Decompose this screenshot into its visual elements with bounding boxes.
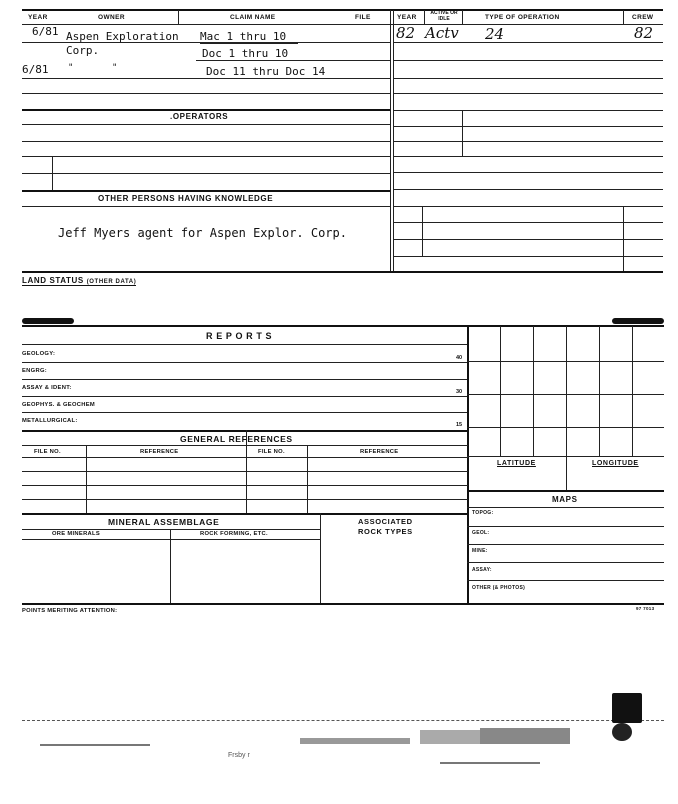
row2-owner: Corp.: [66, 44, 100, 57]
ore-minerals-label: ORE MINERALS: [52, 531, 101, 537]
land-status-title: LAND STATUS: [22, 276, 84, 285]
form-number: 97 7013: [636, 606, 655, 611]
hand-crew: 82: [634, 24, 654, 42]
points-meriting-title: POINTS MERITING ATTENTION:: [22, 608, 118, 614]
longitude-label: LONGITUDE: [592, 460, 639, 467]
row3-owner2: ": [112, 63, 118, 73]
maps-title: MAPS: [552, 495, 578, 504]
report-assay-num: 30: [456, 389, 463, 395]
reports-title: R E P O R T S: [206, 331, 273, 341]
mineral-assemblage-title: MINERAL ASSEMBLAGE: [108, 517, 220, 527]
report-assay: ASSAY & IDENT:: [22, 385, 72, 391]
maps-assay: ASSAY:: [472, 567, 492, 573]
latitude-label: LATITUDE: [497, 460, 536, 467]
maps-mine: MINE:: [472, 548, 488, 554]
hand-active: Actv: [425, 24, 459, 42]
maps-topog: TOPOG:: [472, 510, 494, 516]
report-metallurgical: METALLURGICAL:: [22, 418, 78, 424]
row1-year: 6/81: [32, 25, 59, 38]
general-references-title: GENERAL REFERENCES: [180, 434, 293, 444]
row2-claim: Doc 1 thru 10: [202, 47, 289, 60]
other-persons-title: OTHER PERSONS HAVING KNOWLEDGE: [98, 194, 274, 203]
report-geophys: GEOPHYS. & GEOCHEM: [22, 402, 96, 408]
land-status-sub: (OTHER DATA): [86, 279, 137, 285]
associated-label: ASSOCIATED: [358, 517, 413, 526]
report-geology: GEOLOGY:: [22, 351, 56, 357]
maps-geol: GEOL:: [472, 530, 490, 536]
row3-owner: ": [68, 63, 74, 73]
header-crew: CREW: [632, 14, 654, 21]
row1-claim: Mac 1 thru 10: [200, 30, 287, 43]
hand-type: 24: [485, 25, 505, 43]
header-type-of-operation: TYPE OF OPERATION: [485, 14, 560, 21]
header-year: YEAR: [28, 14, 48, 21]
header-owner: OWNER: [98, 14, 125, 21]
operators-title: .OPERATORS: [170, 112, 229, 121]
gr-reference-2: REFERENCE: [360, 449, 399, 455]
header-year-right: YEAR: [397, 14, 417, 21]
gr-file-no-1: FILE NO.: [34, 449, 61, 455]
gr-file-no-2: FILE NO.: [258, 449, 285, 455]
row1-owner: Aspen Exploration: [66, 30, 179, 43]
scan-text: Frsby r: [228, 752, 250, 759]
hand-year: 82: [396, 24, 416, 42]
header-claim-name: CLAIM NAME: [230, 14, 276, 21]
row3-claim: Doc 11 thru Doc 14: [206, 65, 326, 78]
other-persons-text: Jeff Myers agent for Aspen Explor. Corp.: [58, 226, 347, 240]
row3-year: 6/81: [22, 63, 49, 76]
rock-types-label: ROCK TYPES: [358, 527, 413, 536]
header-file: FILE: [355, 14, 371, 21]
report-metallurgical-num: 15: [456, 422, 463, 428]
gr-reference-1: REFERENCE: [140, 449, 179, 455]
rock-forming-label: ROCK FORMING, ETC.: [200, 531, 268, 537]
maps-other: OTHER (& PHOTOS): [472, 585, 526, 591]
header-active-idle: ACTIVE OR IDLE: [430, 10, 458, 22]
report-engrg: ENGRG:: [22, 368, 47, 374]
report-geology-num: 40: [456, 355, 463, 361]
